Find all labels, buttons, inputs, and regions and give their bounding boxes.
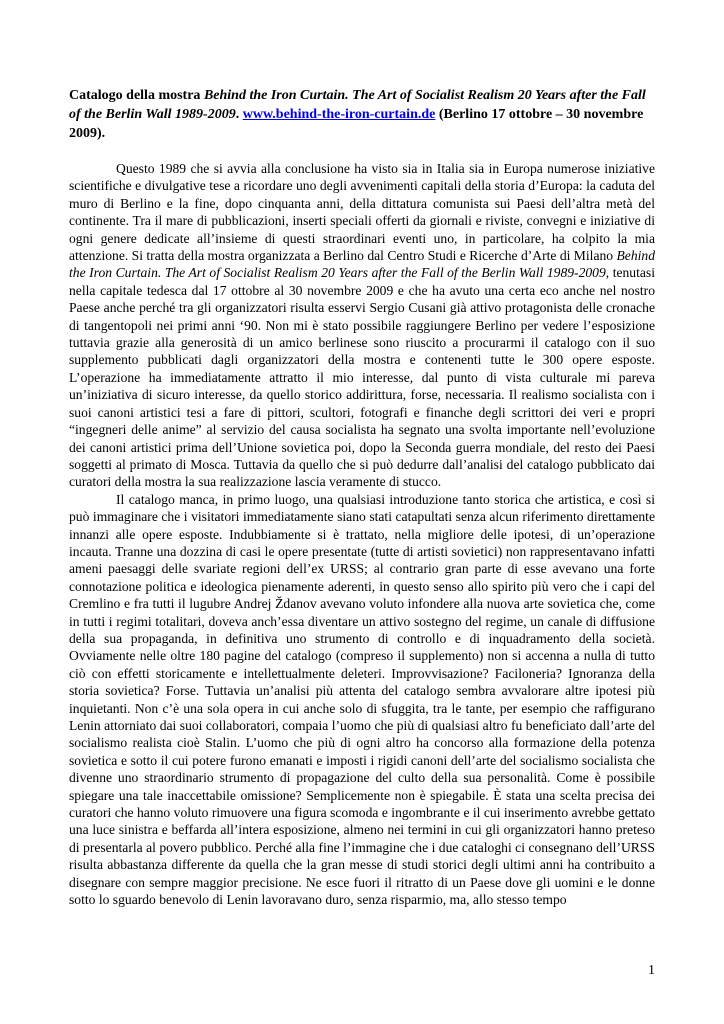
paragraph-2: Il catalogo manca, in primo luogo, una qualsiasi introduzione tanto storica che artistica, e così si può immaginare che i visitatori immediatamente siano stati catapultati senza alcun riferimento direttamente innanzi alle opere esposte. Indubbiamente si è trattato, nella migliore delle ipotesi, di un’operazione incauta. Tranne una dozzina di casi le opere presentate (tutte di artisti sovietici) non rappresentavano infatti ameni paesaggi delle svariate regioni dell’ex URSS; al contrario gran parte di esse avevano una forte connotazione politica e ideologica pienamente aderenti, in questo senso allo spirito più vero che i capi del Cremlino e fra tutti il lugubre Andrej Ždanov avevano voluto infondere alla nuova arte sovietica che, come in tutti i regimi totalitari, doveva anch’essa diventare un attivo sostegno del regime, un canale di diffusione della sua propaganda, in definitiva uno strumento di controllo e di inquadramento della società. Ovviamente nelle oltre 180 pagine del catalogo (compreso il supplemento) non si accenna a nulla di tutto ciò con effetti storicamente e intellettualmente deleteri. Improvvisazione? Faciloneria? Ignoranza della storia sovietica? Forse. Tuttavia un’analisi più attenta del catalogo sembra avvalorare altre ipotesi più inquietanti. Non c’è una sola opera in cui anche solo di sfuggita, tra le tante, per esempio che raffigurano Lenin attorniato dai suoi collaboratori, compaia l’uomo che più di qualsiasi altro fu beneficiato dall’arte del socialismo realista cioè Stalin. L’uomo che più di ogni altro ha concorso alla formazione della potenza sovietica e sotto il cui potere furono emanati e imposti i rigidi canoni dell’arte del socialismo socialista che divenne uno straordinario strumento di propagazione del culto della sua personalità. Come è possibile spiegare una tale inaccettabile omissione? Semplicemente non è spiegabile. È stata una scelta precisa dei curatori che hanno voluto rimuovere una figura scomoda e ingombrante e il cui inserimento avrebbe gettato una luce sinistra e beffarda all’intera esposizione, almeno nei termini in cui gli organizzatori hanno preteso di presentarla al povero pubblico. Perché alla fine l’immagine che i due cataloghi ci consegnano dell’URSS risulta abbastanza differente da quella che la gran messe di studi storici degli ultimi anni ha contribuito a disegnare con sempre maggior precisione. Ne esce fuori il ritratto di un Paese dove gli uomini e le donne sotto lo sguardo benevolo di Lenin lavoravano duro, senza risparmio, ma, allo stesso tempo [69, 491, 655, 908]
exhibition-title: Behind the Iron Curtain. The Art of Socialist Realism 20 Years after the Fall of the Berlin Wall 1989-2009 [69, 88, 646, 122]
exhibition-website-link[interactable]: www.behind-the-iron-curtain.de [242, 107, 436, 122]
heading-dates: (Berlino 17 ottobre – 30 novembre 2009). [69, 107, 644, 141]
paragraph-1-part-1: Questo 1989 che si avvia alla conclusione ha visto sia in Italia sia in Europa numerose iniziative scientifiche e divulgative tese a ricordare uno degli avvenimenti capitali della storia d’Europa: la caduta del muro di Berlino e la fine, dopo cinquanta anni, della dittatura comunista sui Paesi dell’altra metà del continente. Tra il mare di pubblicazioni, inserti speciali offerti da giornali e riviste, convegni e iniziative di ogni genere dedicate all’insieme di questi straordinari eventi uno, in particolare, ha colpito la mia attenzione. Si tratta della mostra organizzata a Berlino dal Centro Studi e Ricerche d’Arte di Milano [69, 161, 655, 264]
heading-separator: . [235, 107, 243, 122]
paragraph-1-part-2: , tenutasi nella capitale tedesca dal 17 ottobre al 30 novembre 2009 e che ha avuto una certa eco anche nel nostro Paese anche perché tra gli organizzatori risulta esservi Sergio Cusani già attivo protagonista delle cronache di tangentopoli nei primi anni ‘90. Non mi è stato possibile raggiungere Berlino per vedere l’esposizione tuttavia grazie alla generosità di un amico berlinese sono riuscito a procurarmi il catalogo con il suo supplemento pubblicati dagli organizzatori della mostra e contenenti tutte le 300 opere esposte. L’operazione ha immediatamente attratto il mio interesse, dal punto di vista culturale mi pareva un’iniziativa di sicuro interesse, da quello storico addirittura, forse, necessaria. Il realismo socialista con i suoi canoni artistici tesi a fare di pittori, scultori, fotografi e finanche degli scrittori dei veri e propri “ingegneri delle anime” al servizio del causa socialista ha segnato una svolta importante nell’evoluzione dei canoni artistici prima dell’Unione sovietica poi, dopo la Seconda guerra mondiale, del resto dei Paesi soggetti al primato di Mosca. Tuttavia da quello che si può dedurre dall’analisi del catalogo pubblicato dai curatori della mostra la sua realizzazione lascia veramente di stucco. [69, 265, 655, 490]
page-number: 1 [648, 963, 655, 978]
paragraph-1-italic-title: Behind the Iron Curtain. The Art of Socialist Realism 20 Years after the Fall of the Berlin Wall 1989-2009 [69, 248, 655, 281]
document-heading [69, 86, 655, 143]
heading-prefix: Catalogo della mostra [69, 88, 204, 103]
paragraph-1 [69, 160, 655, 491]
